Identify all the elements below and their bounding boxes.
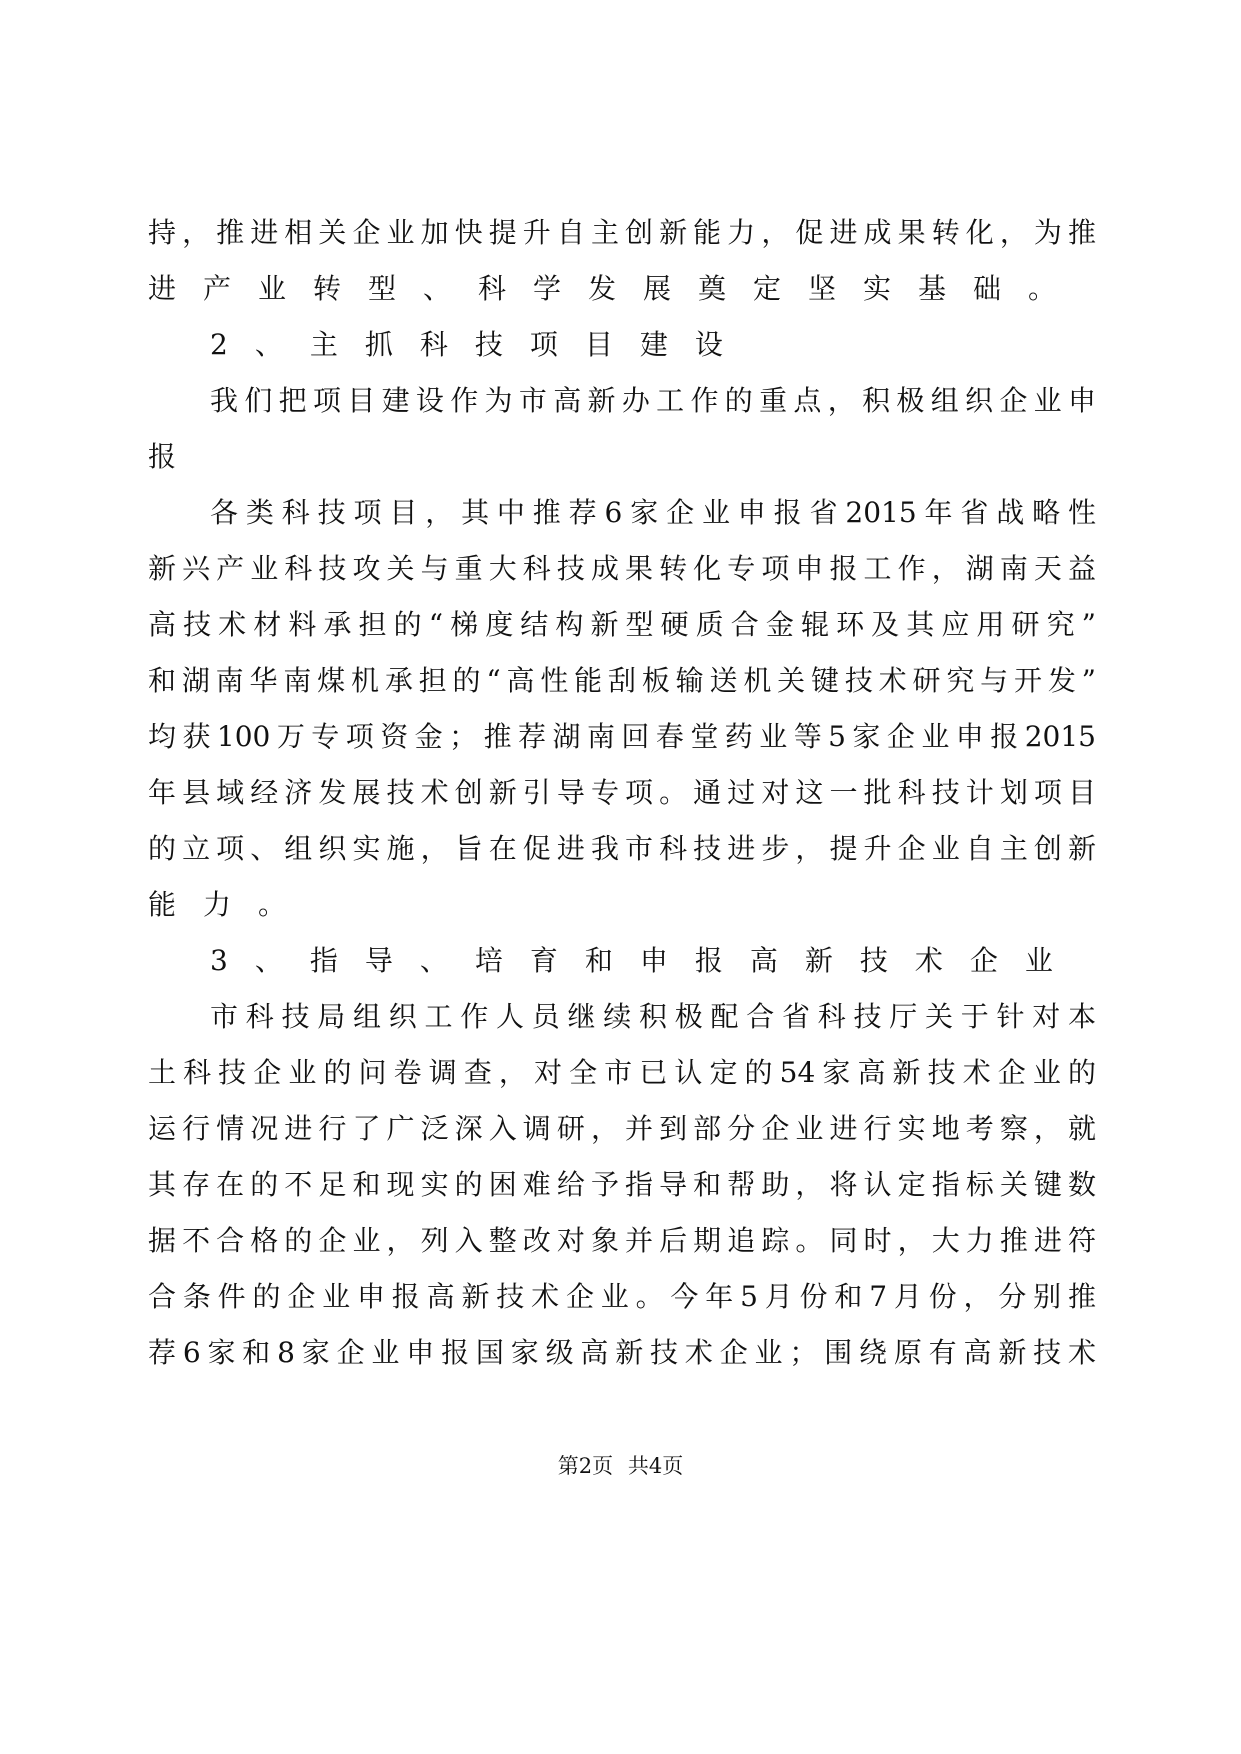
text-line: 新兴产业科技攻关与重大科技成果转化专项申报工作，湖南天益 bbox=[148, 552, 1096, 585]
text-line: 高技术材料承担的“梯度结构新型硬质合金辊环及其应用研究” bbox=[148, 608, 1096, 641]
text-line: 能力。 bbox=[148, 888, 314, 921]
text-line: 各类科技项目，其中推荐6家企业申报省2015年省战略性 bbox=[210, 496, 1096, 529]
text-line: 合条件的企业申报高新技术企业。今年5月份和7月份，分别推 bbox=[148, 1280, 1096, 1313]
text-line: 进产业转型、科学发展奠定坚实基础。 bbox=[148, 272, 1084, 305]
text-line: 据不合格的企业，列入整改对象并后期追踪。同时，大力推进符 bbox=[148, 1224, 1096, 1257]
text-line: 3、指导、培育和申报高新技术企业 bbox=[210, 944, 1080, 977]
page-number: 第2页 bbox=[557, 1454, 614, 1478]
text-line: 均获100万专项资金；推荐湖南回春堂药业等5家企业申报2015 bbox=[148, 720, 1096, 753]
document-body bbox=[148, 213, 1096, 1389]
text-line: 市科技局组织工作人员继续积极配合省科技厅关于针对本 bbox=[210, 1000, 1096, 1033]
page-footer bbox=[0, 1450, 1241, 1480]
text-line: 运行情况进行了广泛深入调研，并到部分企业进行实地考察，就 bbox=[148, 1112, 1096, 1145]
text-line: 荐6家和8家企业申报国家级高新技术企业；围绕原有高新技术 bbox=[148, 1336, 1096, 1369]
page-total: 共4页 bbox=[627, 1454, 684, 1478]
text-line: 土科技企业的问卷调查，对全市已认定的54家高新技术企业的 bbox=[148, 1056, 1096, 1089]
text-line: 和湖南华南煤机承担的“高性能刮板输送机关键技术研究与开发” bbox=[148, 664, 1096, 697]
text-line: 2、主抓科技项目建设 bbox=[210, 328, 750, 361]
text-line: 报 bbox=[148, 440, 204, 473]
text-line: 持，推进相关企业加快提升自主创新能力，促进成果转化，为推 bbox=[148, 216, 1096, 249]
text-line: 其存在的不足和现实的困难给予指导和帮助，将认定指标关键数 bbox=[148, 1168, 1096, 1201]
text-line: 的立项、组织实施，旨在促进我市科技进步，提升企业自主创新 bbox=[148, 832, 1096, 865]
text-line: 我们把项目建设作为市高新办工作的重点，积极组织企业申 bbox=[210, 384, 1096, 417]
text-line: 年县域经济发展技术创新引导专项。通过对这一批科技计划项目 bbox=[148, 776, 1096, 809]
